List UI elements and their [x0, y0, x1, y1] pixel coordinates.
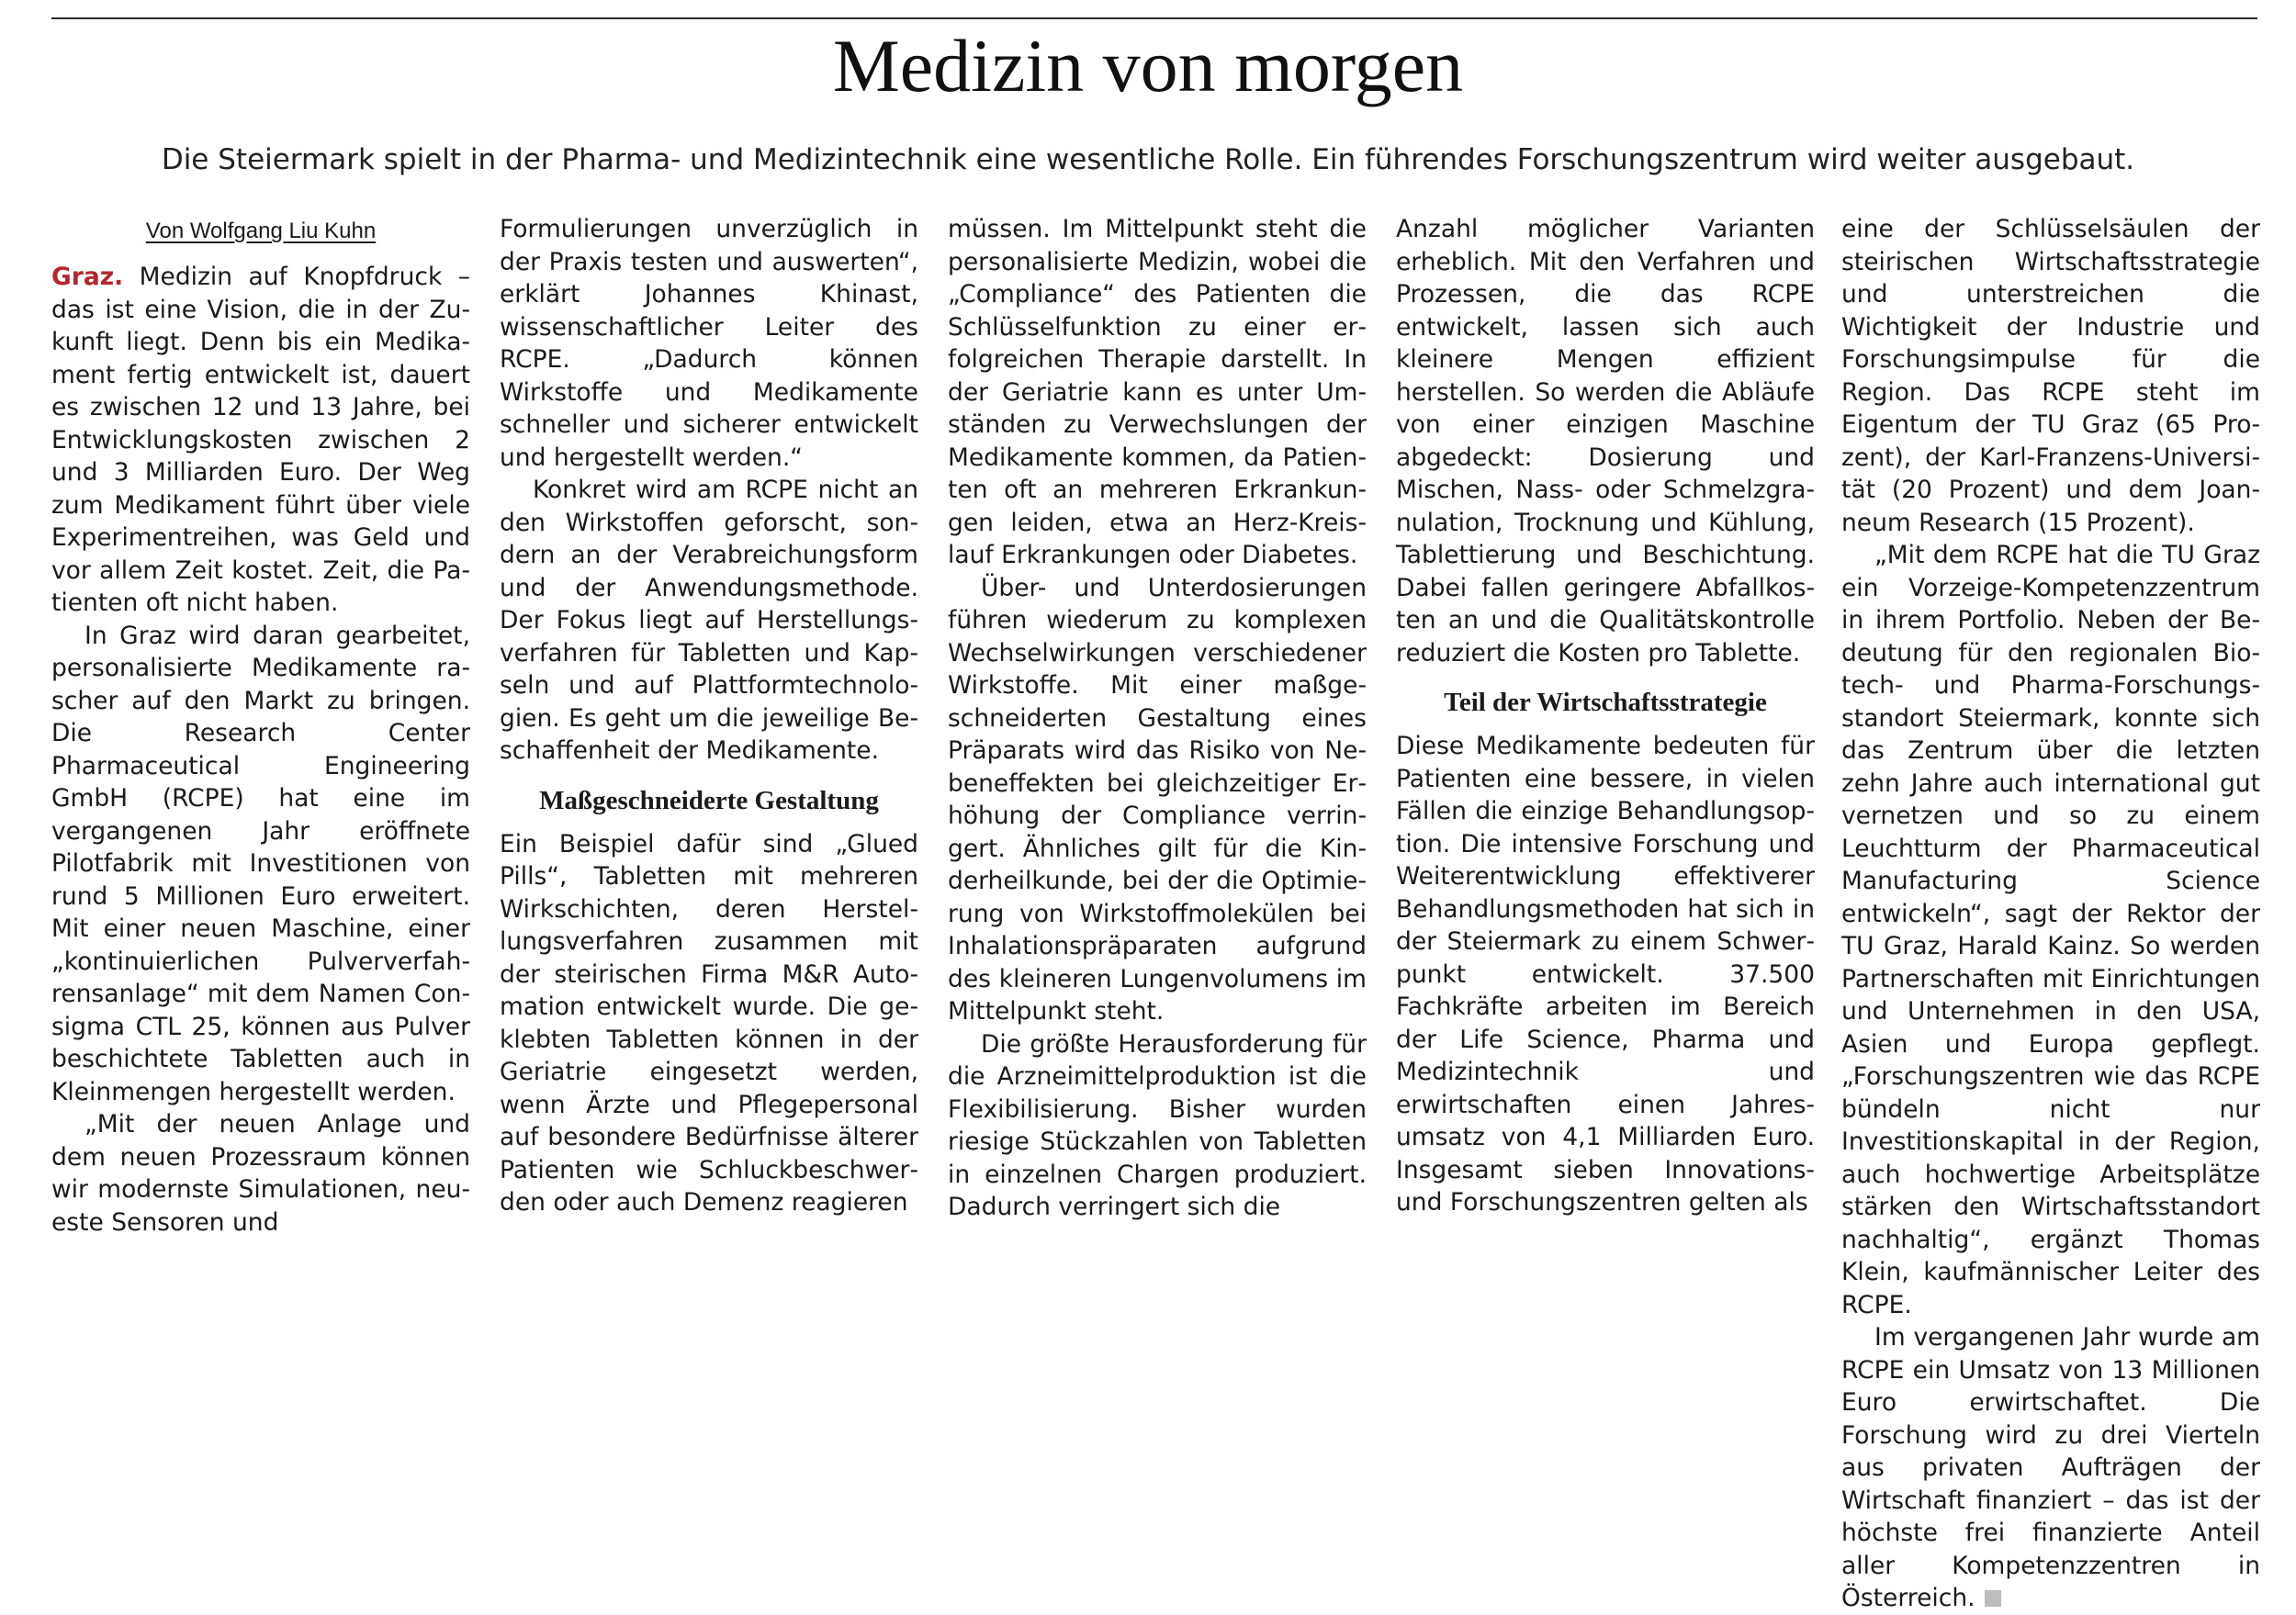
paragraph-2: In Graz wird daran gearbeitet, personalisierte Medikamente rascher auf den Markt zu bringen. Die Research Center Pharmaceutical Engineering GmbH (RCPE) hat eine im vergangenen Jahr eröffnete Pilotfabrik mit Investitionen von rund 5 Millionen Euro erweitert. Mit einer neuen Maschine, einer „kontinuierlichen Pulververfahrensanlage“ mit dem Namen Consigma CTL 25, können aus Pulver beschichtete Tabletten auch in Kleinmengen hergestellt werden. — [51, 621, 470, 1106]
article-body — [51, 261, 470, 620]
paragraph-8: eine der Schlüsselsäulen der steirischen Wirtschaftsstrategie und unterstreichen die Wichtigkeit der Industrie und Forschungsimpulse für die Region. Das RCPE steht im Eigentum der TU Graz (65 Prozent), der Karl-Franzens-Universität (20 Prozent) und dem Joanneum Research (15 Prozent). — [1841, 215, 2260, 537]
paragraph-7: Anzahl möglicher Varianten erheblich. Mit den Verfahren und Prozessen, die das RCPE entwickelt, lassen sich auch kleinere Mengen effizient herstellen. So werden die Abläufe von einer einzigen Maschine abgedeckt: Dosierung und Mischen, Nass- oder Schmelzgranulation, Trocknung und Kühlung, Tablettierung und Beschichtung. Dabei fallen geringere Abfallkosten an und die Qualitätskontrolle reduziert die Kosten pro Tablette. — [1396, 215, 1815, 667]
top-rule — [51, 17, 2257, 19]
column-4 — [1396, 213, 1815, 1245]
byline-text: Von Wolfgang Liu Kuhn — [145, 219, 377, 243]
paragraph-3: Formulierungen unverzüglich in der Praxis testen und auswerten“, erklärt Johannes Khinast, wissenschaftlicher Leiter des RCPE. „Dadurch können Wirkstoffe und Medikamente schneller und sicherer entwickelt und hergestellt werden.“ — [500, 215, 918, 472]
paragraph-7: Die größte Herausforderung für die Arzneimittelproduktion ist die Flexibilisierung. Bisher wurden riesige Stückzahlen von Tabletten in einzelnen Chargen produziert. Dadurch verringert sich die — [948, 1029, 1367, 1221]
dateline: Graz. — [51, 263, 124, 291]
paragraph-6: Über- und Unterdosierungen führen wiederum zu komplexen Wechselwirkungen verschiedener Wirkstoffe. Mit einer maßgeschneiderten Gestaltung eines Präparats wird das Risiko von Nebeneffekten bei gleichzeitiger Erhöhung der Compliance verringert. Ähnliches gilt für die Kinderheilkunde, bei der die Optimierung von Wirkstoffmolekülen bei Inhalationspräparaten aufgrund des kleineren Lungenvolumens im Mittelpunkt steht. — [948, 573, 1367, 1026]
subhead-massgeschneiderte-gestaltung: Maßgeschneiderte Gestaltung — [539, 785, 879, 815]
paragraph-9: „Mit dem RCPE hat die TU Graz ein Vorzeige-Kompetenzzentrum in ihrem Portfolio. Neben der Bedeutung für den regionalen Biotech- und Pharma-Forschungsstandort Steiermark, konnte sich das Zentrum über die letzten zehn Jahre auch international gut vernetzen und so zu einem Leuchtturm der Pharmaceutical Manufacturing Science entwickeln“, sagt der Rektor der TU Graz, Harald Kainz. So werden Partnerschaften mit Einrichtungen und Unternehmen in den USA, Asien und Europa gepflegt. „Forschungszentren wie das RCPE bündeln nicht nur Investitionskapital in der Region, auch hochwertige Arbeitsplätze stärken den Wirtschaftsstandort nachhaltig“, ergänzt Thomas Klein, kaufmännischer Leiter des RCPE. — [1841, 541, 2260, 1319]
paragraph-10 — [1841, 1321, 2260, 1615]
paragraph-1 — [51, 261, 470, 620]
end-of-article-square-icon — [1985, 1590, 2001, 1607]
paragraph-3: „Mit der neuen Anlage und dem neuen Prozessraum können wir modernste Simulationen, neueste Sensoren und — [51, 1110, 470, 1237]
subheadline: Die Steiermark spielt in der Pharma- und Medizintechnik eine wesentliche Rolle. Ein führendes Forschungszentrum wird weiter ausgebaut. — [161, 143, 2135, 176]
subhead-wirtschaftsstrategie: Teil der Wirtschaftsstrategie — [1444, 688, 1767, 717]
paragraph-5: müssen. Im Mittelpunkt steht die personalisierte Medizin, wobei die „Compliance“ des Patienten die Schlüsselfunktion zu einer erfolgreichen Therapie darstellt. In der Geriatrie kann es unter Umständen zu Verwechslungen der Medikamente kommen, da Patienten oft an mehreren Erkrankungen leiden, etwa an Herz-Kreislauf Erkrankungen oder Diabetes. — [948, 215, 1367, 569]
byline — [51, 215, 470, 248]
column-1 — [51, 213, 470, 1245]
column-5 — [1841, 213, 2260, 1612]
column-2 — [500, 213, 918, 1245]
paragraph-1-text: Medizin auf Knopfdruck – das ist eine Vision, die in der Zukunft liegt. Denn bis ein Medikament fertig entwickelt ist, dauert es zwischen 12 und 13 Jahre, bei Entwicklungskosten zwischen 2 und 3 Milliarden Euro. Der Weg zum Medikament führt über viele Experimentreihen, was Geld und vor allem Zeit kostet. Zeit, die Patienten oft nicht haben. — [51, 263, 470, 617]
paragraph-10-text: Im vergangenen Jahr wurde am RCPE ein Umsatz von 13 Millionen Euro erwirtschaftet. Die Forschung wird zu drei Vierteln aus privaten Aufträgen der Wirtschaft finanziert – das ist der höchste frei finanzierte Anteil aller Kompetenzzentren in Österreich. — [1841, 1323, 2260, 1612]
paragraph-8: Diese Medikamente bedeuten für Patienten eine bessere, in vielen Fällen die einzige Behandlungsoption. Die intensive Forschung und Weiterentwicklung effektiverer Behandlungsmethoden hat sich in der Steiermark zu einem Schwerpunkt entwickelt. 37.500 Fachkräfte arbeiten im Bereich der Life Science, Pharma und Medizintechnik und erwirtschaften einen Jahresumsatz von 4,1 Milliarden Euro. Insgesamt sieben Innovations- und Forschungszentren gelten als — [1396, 732, 1815, 1217]
column-3 — [948, 213, 1367, 1245]
headline: Medizin von morgen — [832, 24, 1464, 107]
paragraph-5: Ein Beispiel dafür sind „Glued Pills“, Tabletten mit mehreren Wirkschichten, deren Herstellungsverfahren zusammen mit der steirischen Firma M&R Automation entwickelt wurde. Die geklebten Tabletten können in der Geriatrie eingesetzt werden, wenn Ärzte und Pflegepersonal auf besondere Bedürfnisse älterer Patienten wie Schluckbeschwerden oder auch Demenz reagieren — [500, 829, 918, 1217]
paragraph-4: Konkret wird am RCPE nicht an den Wirkstoffen geforscht, sondern an der Verabreichungsform und der Anwendungsmethode. Der Fokus liegt auf Herstellungsverfahren für Tabletten und Kapseln und auf Plattformtechnologien. Es geht um die jeweilige Beschaffenheit der Medikamente. — [500, 476, 918, 765]
